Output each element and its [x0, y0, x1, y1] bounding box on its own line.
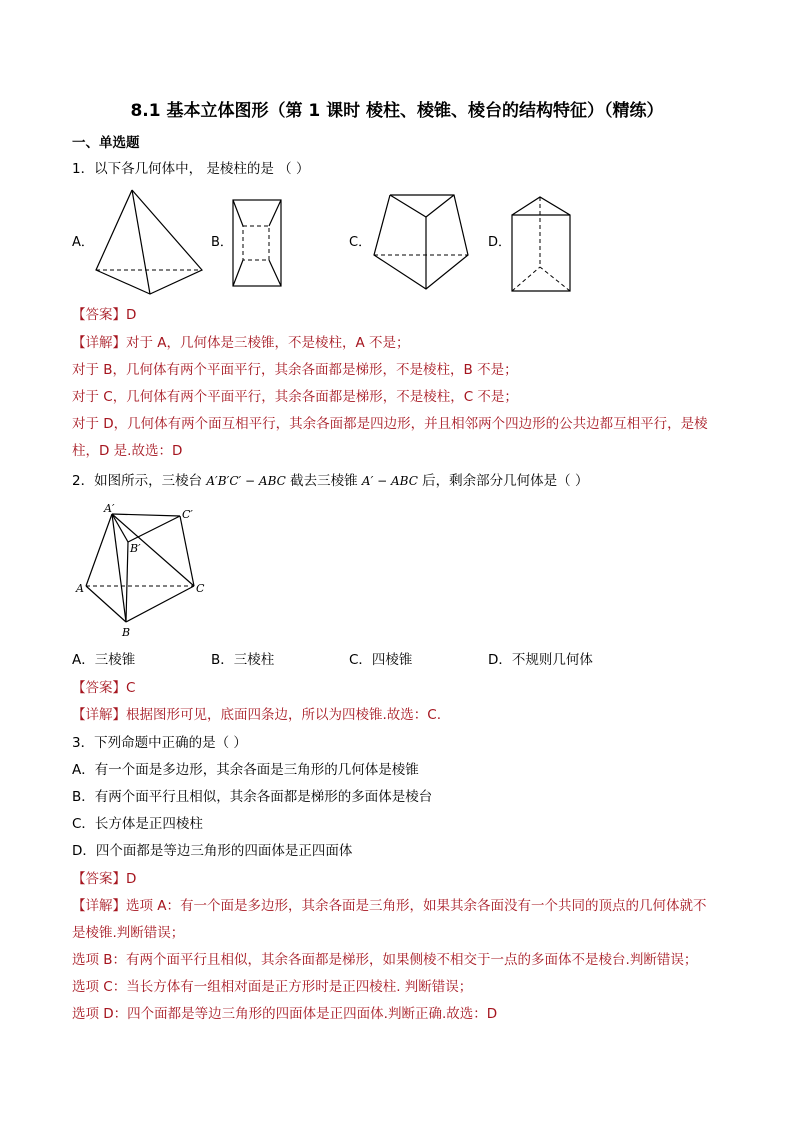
q1-figure-a-tetrahedron: [94, 188, 204, 300]
detail-tag: 【详解】: [72, 335, 126, 351]
answer-tag: 【答案】: [72, 680, 126, 696]
q3-option-a: A．有一个面是多边形，其余各面是三角形的几何体是棱锥: [72, 762, 419, 778]
q3-detail-2: 是棱锥.判断错误；: [72, 925, 185, 941]
q1-option-c-label: C．: [349, 235, 372, 250]
q2-stem: [72, 471, 588, 491]
q2-stem-post: 后，剩余部分几何体是（ ）: [417, 473, 589, 489]
answer-value: D: [126, 307, 137, 323]
q1-figure-c-truncated: [370, 193, 470, 293]
q3-stem: 3．下列命题中正确的是（ ）: [72, 735, 247, 751]
answer-value: D: [126, 871, 137, 887]
q1-detail-4: 对于 D，几何体有两个面互相平行，其余各面都是四边形，并且相邻两个四边形的公共边都互相平行，是棱: [72, 416, 708, 432]
label-c: C: [196, 582, 205, 595]
q3-detail-4: 选项 C：当长方体有一组相对面是正方形时是正四棱柱. 判断错误；: [72, 979, 473, 995]
q1-detail-5: 柱，D 是.故选：D: [72, 443, 183, 459]
label-a: A: [76, 582, 84, 595]
q1-option-a-label: A．: [72, 235, 94, 250]
q2-math-frustum: A′B′C′ − ABC: [206, 474, 286, 488]
q3-answer: [72, 869, 136, 889]
label-b-prime: B′: [130, 542, 141, 555]
q2-option-a: A．三棱锥: [72, 652, 136, 668]
answer-value: C: [126, 680, 136, 696]
q1-stem: 1．以下各几何体中， 是棱柱的是 （ ）: [72, 161, 310, 177]
detail-text: 根据图形可见，底面四条边，所以为四棱锥.故选：C.: [126, 707, 442, 723]
section-heading: 一、单选题: [72, 135, 140, 151]
q3-option-b: B．有两个面平行且相似，其余各面都是梯形的多面体是棱台: [72, 789, 433, 805]
label-a-prime: A′: [104, 502, 115, 515]
q2-stem-pre: 2．如图所示，三棱台: [72, 473, 207, 489]
q3-detail-5: 选项 D：四个面都是等边三角形的四面体是正四面体.判断正确.故选：D: [72, 1006, 498, 1022]
detail-tag: 【详解】: [72, 898, 126, 914]
q1-detail-2: 对于 B，几何体有两个平面平行，其余各面都是梯形，不是棱柱，B 不是；: [72, 362, 518, 378]
q3-option-c: C．长方体是正四棱柱: [72, 816, 203, 832]
q2-math-pyramid: A′ − ABC: [361, 474, 418, 488]
q1-option-b-label: B．: [211, 235, 233, 250]
q3-option-d: D．四个面都是等边三角形的四面体是正四面体: [72, 843, 353, 859]
page-title: 8.1 基本立体图形（第 1 课时 棱柱、棱锥、棱台的结构特征）（精练）: [130, 101, 664, 121]
q1-detail-3: 对于 C，几何体有两个平面平行，其余各面都是梯形，不是棱柱，C 不是；: [72, 389, 518, 405]
q1-option-d-label: D．: [488, 235, 512, 250]
q3-detail-3: 选项 B：有两个面平行且相似，其余各面都是梯形，如果侧棱不相交于一点的多面体不是棱台.判断错误；: [72, 952, 698, 968]
answer-tag: 【答案】: [72, 871, 126, 887]
q2-answer: [72, 678, 135, 698]
q1-figure-d-prism: [508, 195, 574, 295]
label-c-prime: C′: [182, 508, 193, 521]
q2-option-c: C．四棱锥: [349, 652, 413, 668]
q2-option-d: D．不规则几何体: [488, 652, 593, 668]
q1-figure-b-frustum: [231, 198, 283, 290]
q2-detail: [72, 705, 441, 725]
label-b: B: [122, 626, 131, 639]
q2-figure: [72, 502, 222, 642]
q1-answer: [72, 305, 136, 325]
detail-tag: 【详解】: [72, 707, 126, 723]
answer-tag: 【答案】: [72, 307, 126, 323]
q3-detail-1: [72, 896, 707, 916]
q1-detail-1: [72, 333, 410, 353]
q2-stem-mid: 截去三棱锥: [285, 473, 362, 489]
detail-text: 选项 A：有一个面是多边形，其余各面是三角形，如果其余各面没有一个共同的顶点的几何体就不: [126, 898, 707, 914]
q2-option-b: B．三棱柱: [211, 652, 275, 668]
detail-text: 对于 A，几何体是三棱锥，不是棱柱，A 不是；: [126, 335, 410, 351]
